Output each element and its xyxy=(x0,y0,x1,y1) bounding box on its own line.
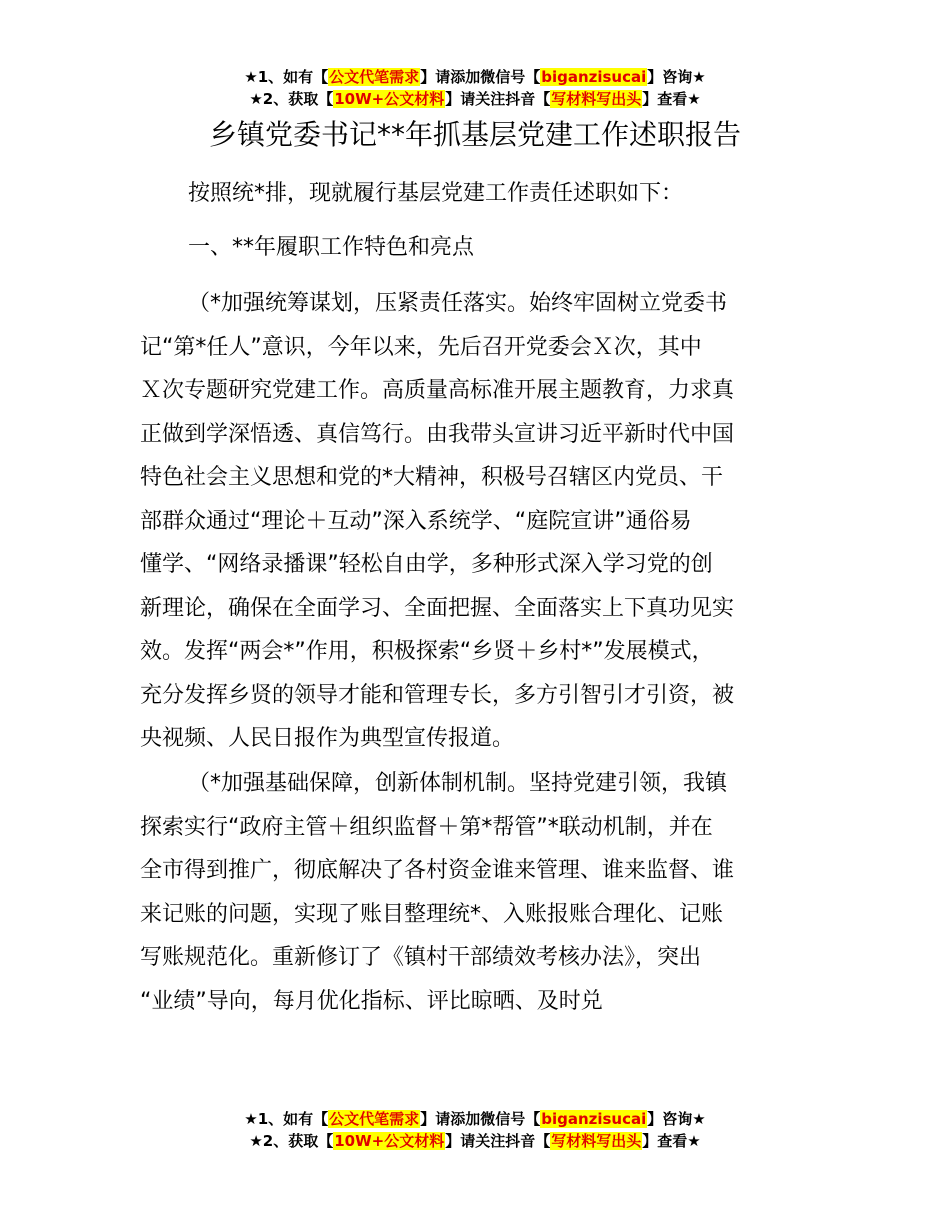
paragraph-line: 懂学、“网络录播课”轻松自由学，多种形式深入学习党的创 xyxy=(140,552,713,577)
paragraph-line: 特色社会主义思想和党的*大精神，积极号召辖区内党员、干 xyxy=(140,465,724,490)
body-paragraph-1 xyxy=(140,282,830,761)
banner-highlight: biganzisucai xyxy=(541,1110,647,1128)
banner-text: 】咨询★ xyxy=(647,1110,706,1128)
banner-highlight: 公文代笔需求 xyxy=(329,68,420,86)
banner-line-1 xyxy=(0,66,950,88)
paragraph-line: 新理论，确保在全面学习、全面把握、全面落实上下真功见实 xyxy=(140,595,735,621)
banner-highlight: 10W+公文材料 xyxy=(334,90,445,108)
banner-text: 】请关注抖音【 xyxy=(445,90,551,108)
intro-line: 按照统*排，现就履行基层党建工作责任述职如下： xyxy=(188,181,684,206)
banner-highlight: 10W+公文材料 xyxy=(334,1132,445,1150)
banner-text: 】请关注抖音【 xyxy=(445,1132,551,1150)
banner-line-1 xyxy=(0,1108,950,1130)
paragraph-line: 正做到学深悟透、真信笃行。由我带头宣讲习近平新时代中国 xyxy=(140,421,735,447)
paragraph-line: 充分发挥乡贤的领导才能和管理专长，多方引智引才引资，被 xyxy=(140,682,735,708)
paragraph-line: 部群众通过“理论＋互动”深入系统学、“庭院宣讲”通俗易 xyxy=(140,508,692,534)
intro-paragraph xyxy=(140,172,830,216)
paragraph-line: 效。发挥“两会*”作用，积极探索“乡贤＋乡村*”发展模式， xyxy=(140,639,714,664)
paragraph-line: （*加强统筹谋划，压紧责任落实。始终牢固树立党委书 xyxy=(188,291,728,316)
banner-text: 】咨询★ xyxy=(647,68,706,86)
document-title: 乡镇党委书记**年抓基层党建工作述职报告 xyxy=(208,118,741,151)
paragraph-line: 央视频、人民日报作为典型宣传报道。 xyxy=(140,726,515,751)
banner-text: 】查看★ xyxy=(642,90,701,108)
banner-text: 】请添加微信号【 xyxy=(420,1110,541,1128)
paragraph-line: 全市得到推广，彻底解决了各村资金谁来管理、谁来监督、谁 xyxy=(140,858,735,883)
header-banner xyxy=(0,66,950,110)
paragraph-line: （*加强基础保障，创新体制机制。坚持党建引领，我镇 xyxy=(188,771,728,796)
banner-line-2 xyxy=(0,1130,950,1152)
banner-highlight: 写材料写出头 xyxy=(551,90,642,108)
footer-banner xyxy=(0,1108,950,1152)
paragraph-line: 记“第*任人”意识，今年以来，先后召开党委会Ｘ次，其中 xyxy=(140,334,702,360)
paragraph-line: 探索实行“政府主管＋组织监督＋第*帮管”*联动机制，并在 xyxy=(140,814,713,840)
section-heading xyxy=(140,226,830,270)
banner-text: ★1、如有【 xyxy=(244,68,329,86)
banner-text: ★2、获取【 xyxy=(249,1132,334,1150)
banner-text: ★2、获取【 xyxy=(249,90,334,108)
banner-text: 】请添加微信号【 xyxy=(420,68,541,86)
paragraph-line: 写账规范化。重新修订了《镇村干部绩效考核办法》，突出 xyxy=(140,945,702,970)
paragraph-line: Ｘ次专题研究党建工作。高质量高标准开展主题教育，力求真 xyxy=(140,378,735,403)
banner-text: 】查看★ xyxy=(642,1132,701,1150)
banner-highlight: 公文代笔需求 xyxy=(329,1110,420,1128)
banner-text: ★1、如有【 xyxy=(244,1110,329,1128)
paragraph-line: “业绩”导向，每月优化指标、评比晾晒、及时兑 xyxy=(140,988,603,1014)
paragraph-line: 来记账的问题，实现了账目整理统*、入账报账合理化、记账 xyxy=(140,901,724,927)
section-heading-text: 一、**年履职工作特色和亮点 xyxy=(188,235,475,260)
banner-highlight: biganzisucai xyxy=(541,68,647,86)
banner-highlight: 写材料写出头 xyxy=(551,1132,642,1150)
banner-line-2 xyxy=(0,88,950,110)
body-paragraph-2 xyxy=(140,762,830,1023)
